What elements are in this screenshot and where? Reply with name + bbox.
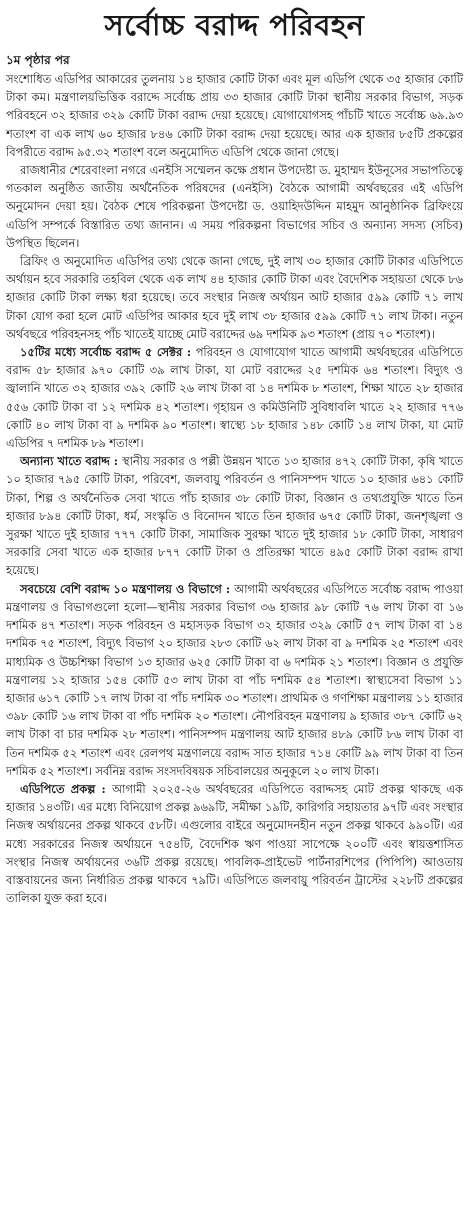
section-heading: এডিপিতে প্রকল্প : [20,781,113,796]
paragraph-text: পরিবহন ও যোগাযোগ খাতে আগামী অর্থবছরের এডিপিতে বরাদ্দ ৫৮ হাজার ৯৭০ কোটি ৩৯ লাখ টাকা, যা মোট বরাদ্দের ২৫ দশমিক ৬৪ শতাংশ। বিদ্যুৎ ও জ্বালানি খাতে ৩২ হাজার ৩৯২ কোটি ২৬ লাখ টাকা বা ১৪ দশমিক ৮ শতাংশ, শিক্ষা খাতে ২৮ হাজার ৫৫৬ কোটি টাকা বা ১২ দশমিক ৪২ শতাংশ। গৃহায়ন ও কমিউনিটি সুবিধাবলি খাতে ২২ হাজার ৭৭৬ কোটি ৪০ লাখ টাকা বা ৯ দশমিক ৯০ শতাংশ। স্বাস্থ্যে ১৮ হাজার ১৪৮ কোটি ১৪ লাখ টাকা, যা মোট এডিপির ৭ দশমিক ৮৯ শতাংশ। [6,345,463,451]
continued-from-label: ১ম পৃষ্ঠার পর [6,53,70,67]
paragraph-text: ব্রিফিং ও অনুমোদিত এডিপির তথ্য থেকে জানা গেছে, দুই লাখ ৩০ হাজার কোটি টাকার এডিপিতে অর্থায়ন হবে সরকারি তহবিল থেকে এক লাখ ৪৪ হাজার কোটি টাকা এবং বৈদেশিক সহায়তা থেকে ৮৬ হাজার কোটি টাকা লক্ষ্য ধরা হয়েছে। তবে সংস্থার নিজস্ব অর্থায়ন আট হাজার ৫৯৯ কোটি ৭১ লাখ টাকা যোগ করা হলে মোট এডিপির আকার হবে দুই লাখ ৩৮ হাজার ৫৯৯ কোটি ৭১ লাখ টাকা। নতুন অর্থবছরে পরিবহনসহ পাঁচ খাতেই যাচ্ছে মোট বরাদ্দের ৬৯ দশমিক ৯৩ শতাংশ (প্রায় ৭০ শতাংশ)। [6,254,463,341]
headline: সর্বোচ্চ বরাদ্দ পরিবহন [104,8,365,42]
section-heading: সবচেয়ে বেশি বরাদ্দ ১০ মন্ত্রণালয় ও বিভাগে : [20,581,235,596]
paragraph-3 [6,252,463,343]
paragraph-text: স্থানীয় সরকার ও পল্লী উন্নয়ন খাতে ১৩ হাজার ৪৭২ কোটি টাকা, কৃষি খাতে ১০ হাজার ৭৯৫ কোটি টাকা, পরিবেশ, জলবায়ু পরিবর্তন ও পানিসম্পদ খাতে ১০ হাজার ৬৪১ কোটি টাকা, শিল্প ও অর্থনৈতিক সেবা খাতে পাঁচ হাজার ৩৮ কোটি টাকা, বিজ্ঞান ও তথ্যপ্রযুক্তি খাতে তিন হাজার ৮৯৪ কোটি টাকা, ধর্ম, সংস্কৃতি ও বিনোদন খাতে তিন হাজার ৬৭৫ কোটি টাকা, জনশৃঙ্খলা ও সুরক্ষা খাতে দুই হাজার ৭৭৭ কোটি টাকা, সামাজিক সুরক্ষা খাতে দুই হাজার ১৮ কোটি টাকা, সাধারণ সরকারি সেবা খাতে এক হাজার ৮৭৭ কোটি টাকা ও প্রতিরক্ষা খাতে ৪৯৫ কোটি টাকা বরাদ্দ রাখা হয়েছে। [6,454,464,578]
section-top-ministries [6,580,463,780]
section-adp-projects [6,780,463,907]
section-heading: অন্যান্য খাতে বরাদ্দ : [20,454,123,469]
paragraph-text: রাজধানীর শেরেবাংলা নগরে এনইসি সম্মেলন কক্ষে প্রধান উপদেষ্টা ড. মুহাম্মদ ইউনূসের সভাপতিত্বে গতকাল অনুষ্ঠিত জাতীয় অর্থনৈতিক পরিষদের (এনইসি) বৈঠকে আগামী অর্থবছরের এই এডিপি অনুমোদন দেয়া হয়। বৈঠক শেষে পরিকল্পনা উপদেষ্টা ড. ওয়াহিদউদ্দিন মাহমুদ আনুষ্ঠানিক ব্রিফিংয়ে এডিপি সম্পর্কে বিস্তারিত তথ্য জানান। এ সময় পরিকল্পনা বিভাগের সচিব ও অন্যান্য সদস্য (সচিব) উপস্থিত ছিলেন। [6,163,463,250]
paragraph-2 [6,161,463,252]
section-top-five-sectors [6,343,463,452]
paragraph-text: আগামী অর্থবছরের এডিপিতে সর্বোচ্চ বরাদ্দ পাওয়া মন্ত্রণালয় ও বিভাগগুলো হলো—স্থানীয় সরকার বিভাগ ৩৬ হাজার ৯৮ কোটি ৭৬ লাখ টাকা বা ১৬ দশমিক ৪৭ শতাংশ। সড়ক পরিবহন ও মহাসড়ক বিভাগ ৩২ হাজার ৩২৯ কোটি ৫৭ লাখ টাকা বা ১৪ দশমিক ৭৫ শতাংশ, বিদ্যুৎ বিভাগ ২০ হাজার ২৮৩ কোটি ৬২ লাখ টাকা বা ৯ দশমিক ২৫ শতাংশ এবং মাধ্যমিক ও উচ্চশিক্ষা বিভাগ ১৩ হাজার ৬২৫ কোটি টাকা বা ৬ দশমিক ২১ শতাংশ। বিজ্ঞান ও প্রযুক্তি মন্ত্রণালয় ১২ হাজার ১৫৪ কোটি ৫৩ লাখ টাকা বা পাঁচ দশমিক ৫৪ শতাংশ। স্বাস্থ্যসেবা বিভাগ ১১ হাজার ৬১৭ কোটি ১৭ লাখ টাকা বা পাঁচ দশমিক ৩০ শতাংশ। প্রাথমিক ও গণশিক্ষা মন্ত্রণালয় ১১ হাজার ৩৯৮ কোটি ১৬ লাখ টাকা বা পাঁচ দশমিক ২০ শতাংশ। নৌপরিবহন মন্ত্রণালয় ৯ হাজার ৩৮৭ কোটি ৬২ লাখ টাকা বা চার দশমিক ২৮ শতাংশ। পানিসম্পদ মন্ত্রণালয় আট হাজার ৪৮৯ কোটি ৮৬ লাখ টাকা বা তিন দশমিক ৫২ শতাংশ এবং রেলপথ মন্ত্রণালয়ে বরাদ্দ সাত হাজার ৭১৪ কোটি ৯৯ লাখ টাকা বা তিন দশমিক ৫২ শতাংশ। সর্বনিম্ন বরাদ্দ সংসদবিষয়ক সচিবালয়ের অনুকূলে ২০ লাখ টাকা। [6,581,463,778]
paragraph-text: সংশোধিত এডিপির আকারের তুলনায় ১৪ হাজার কোটি টাকা এবং মূল এডিপি থেকে ৩৫ হাজার কোটি টাকা কম। মন্ত্রণালয়ভিত্তিক বরাদ্দে সর্বোচ্চ প্রায় ৩৩ হাজার কোটি টাকা স্থানীয় সরকার বিভাগ, সড়ক পরিবহনে ৩২ হাজার ৩২৯ কোটি টাকা বরাদ্দ দেয়া হয়েছে। যোগাযোগসহ পাঁচটি খাতে সর্বোচ্চ ৬৯.৯৩ শতাংশ বা এক লাখ ৬০ হাজার ৮৪৬ কোটি টাকা বরাদ্দ দেয়া হয়েছে। আর এক হাজার ৮৫টি প্রকল্পের বিপরীতে বরাদ্দ ৯৫.৩২ শতাংশ বলে অনুমোদিত এডিপি থেকে জানা গেছে। [6,72,463,159]
section-heading: ১৫টির মধ্যে সর্বোচ্চ বরাদ্দ ৫ সেক্টর : [20,345,196,360]
section-other-sectors [6,452,463,579]
paragraph-1 [6,70,463,161]
paragraph-text: আগামী ২০২৫-২৬ অর্থবছরের এডিপিতে বরাদ্দসহ মোট প্রকল্প থাকছে এক হাজার ১৪৩টি। এর মধ্যে বিনিয়োগ প্রকল্প ৯৬৯টি, সমীক্ষা ১৯টি, কারিগরি সহায়তার ৯৭টি এবং সংস্থার নিজস্ব অর্থায়নের প্রকল্প থাকবে ৫৮টি। এগুলোর বাইরে অনুমোদনহীন নতুন প্রকল্প থাকবে ৯৯০টি। এর মধ্যে সরকারের নিজস্ব অর্থায়নে ৭৫৪টি, বৈদেশিক ঋণ পাওয়া সাপেক্ষে ২০০টি এবং স্বায়ত্তশাসিত সংস্থার নিজস্ব অর্থায়নের ৩৬টি প্রকল্প রয়েছে। পাবলিক-প্রাইভেট পার্টনারশিপের (পিপিপি) আওতায় বাস্তবায়নের জন্য নির্ধারিত প্রকল্প থাকবে ৭৯টি। এডিপিতে জলবায়ু পরিবর্তন ট্রাস্টের ২২৮টি প্রকল্পের তালিকা যুক্ত করা হবে। [6,781,463,906]
